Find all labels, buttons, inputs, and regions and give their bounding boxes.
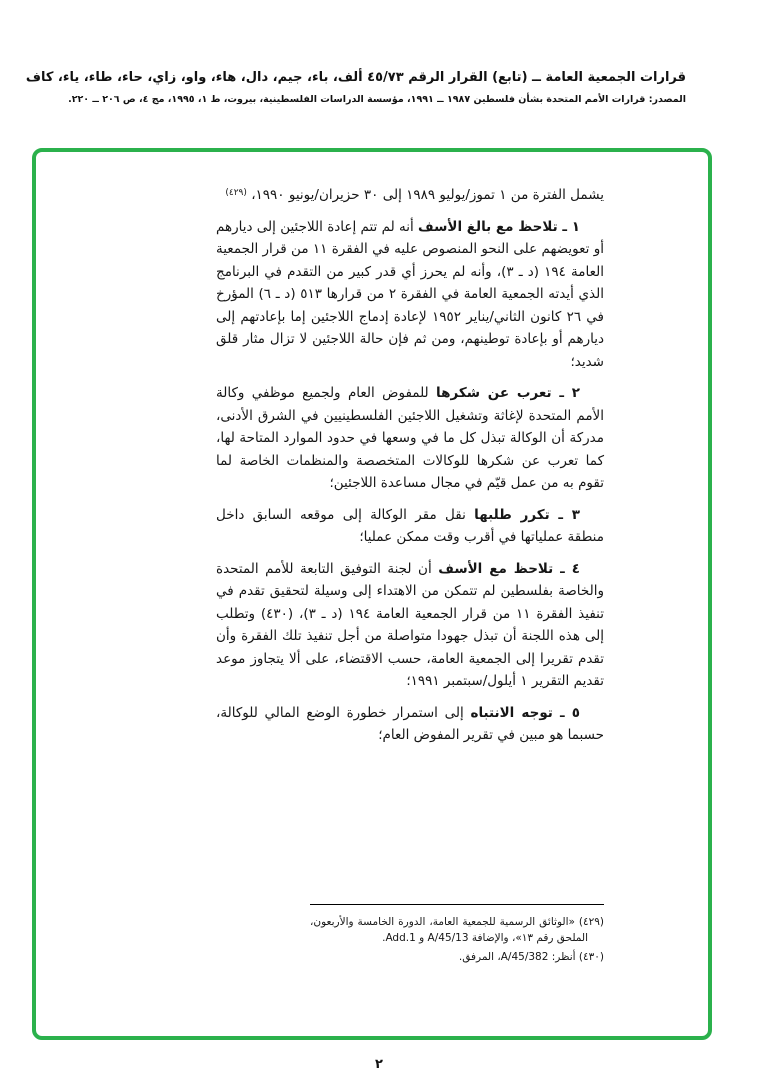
header-source: المصدر: قرارات الأمم المتحدة بشأن فلسطين ١٩٨٧ ــ ١٩٩١، مؤسسة الدراسات الفلسطينية، بيروت، ط ١، ١٩٩٥، مج ٤، ص ٢٠٦ ــ ٢٢٠. [68, 94, 686, 105]
document-frame [32, 148, 712, 1040]
operative-paragraph-4 [216, 558, 604, 693]
page-header [25, 70, 686, 105]
document-body [216, 182, 604, 747]
operative-paragraph-1 [216, 216, 604, 374]
paragraph-lead: ١ ـ تلاحظ مع بالغ الأسف [418, 218, 580, 235]
footnotes-section [310, 904, 604, 968]
operative-paragraph-5 [216, 702, 604, 747]
paragraph-text: للمفوض العام ولجميع موظفي وكالة الأمم المتحدة لإغاثة وتشغيل اللاجئين الفلسطينيين في الشرق الأدنى، مدركة أن الوكالة تبذل كل ما في وسعها في حدود الموارد المتاحة لها، كما تعرب عن شكرها للوكالات المتخصصة والمنظمات الخاصة لما تقوم به من عمل قيّم في مجال مساعدة اللاجئين؛ [216, 385, 604, 491]
footnote-ref-429: (٤٢٩) [225, 188, 247, 198]
footnote-divider [310, 904, 604, 905]
paragraph-lead: ٣ ـ تكرر طلبها [474, 506, 580, 523]
paragraph-lead: ٢ ـ تعرب عن شكرها [436, 385, 580, 401]
paragraph-text: أن لجنة التوفيق التابعة للأمم المتحدة والخاصة بفلسطين لم تتمكن من الاهتداء إلى وسيلة لتحقيق تقدم في تنفيذ الفقرة ١١ من قرار الجمعية العامة ١٩٤ (د ـ ٣)، (٤٣٠) وتطلب إلى هذه اللجنة أن تبذل جهودا متواصلة من أجل تنفيذ تلك الفقرة وأن تقدم تقريرا إلى الجمعية العامة، حسب الاقتضاء، على ألا يتجاوز موعد تقديم التقرير ١ أيلول/سبتمبر ١٩٩١؛ [216, 560, 604, 689]
footnote-item-429: (٤٢٩) «الوثائق الرسمية للجمعية العامة، الدورة الخامسة والأربعون، الملحق رقم ١٣»، والإضافة A/45/13 و Add.1. [310, 916, 604, 944]
paragraph-text: إلى استمرار خطورة الوضع المالي للوكالة، حسبما هو مبين في تقرير المفوض العام؛ [216, 704, 604, 743]
paragraph-text: نقل مقر الوكالة إلى موقعه السابق داخل منطقة عملياتها في أقرب وقت ممكن عمليا؛ [216, 506, 604, 545]
intro-paragraph [216, 182, 604, 207]
header-title: قرارات الجمعية العامة ــ (تابع) القرار الرقم ٤٥/٧٣ ألف، باء، جيم، دال، هاء، واو، زاي، حاء، طاء، ياء، كاف [25, 70, 686, 85]
footnote-item-430: (٤٣٠) أنظر: A/45/382، المرفق. [458, 951, 604, 963]
page-number: ٢ [375, 1057, 383, 1072]
operative-paragraph-2 [216, 382, 604, 495]
paragraph-lead: ٤ ـ تلاحظ مع الأسف [438, 560, 580, 577]
paragraph-lead: ٥ ـ توجه الانتباه [470, 704, 580, 721]
paragraph-text: أنه لم تتم إعادة اللاجئين إلى ديارهم أو تعويضهم على النحو المنصوص عليه في الفقرة ١١ من قرار الجمعية العامة ١٩٤ (د ـ ٣)، وأنه لم يحرز أي قدر كبير من التقدم في البرنامج الذي أيدته الجمعية العامة في الفقرة ٢ من قرارها ٥١٣ (د ـ ٦) المؤرخ في ٢٦ كانون الثاني/يناير ١٩٥٢ لإعادة إدماج اللاجئين إما بإعادتهم إلى ديارهم أو بإعادة توطينهم، ومن ثم فإن حالة اللاجئين لا تزال مثار قلق شديد؛ [216, 218, 605, 370]
intro-text: يشمل الفترة من ١ تموز/يوليو ١٩٨٩ إلى ٣٠ حزيران/يونيو ١٩٩٠، [251, 187, 604, 203]
operative-paragraph-3 [216, 504, 604, 549]
